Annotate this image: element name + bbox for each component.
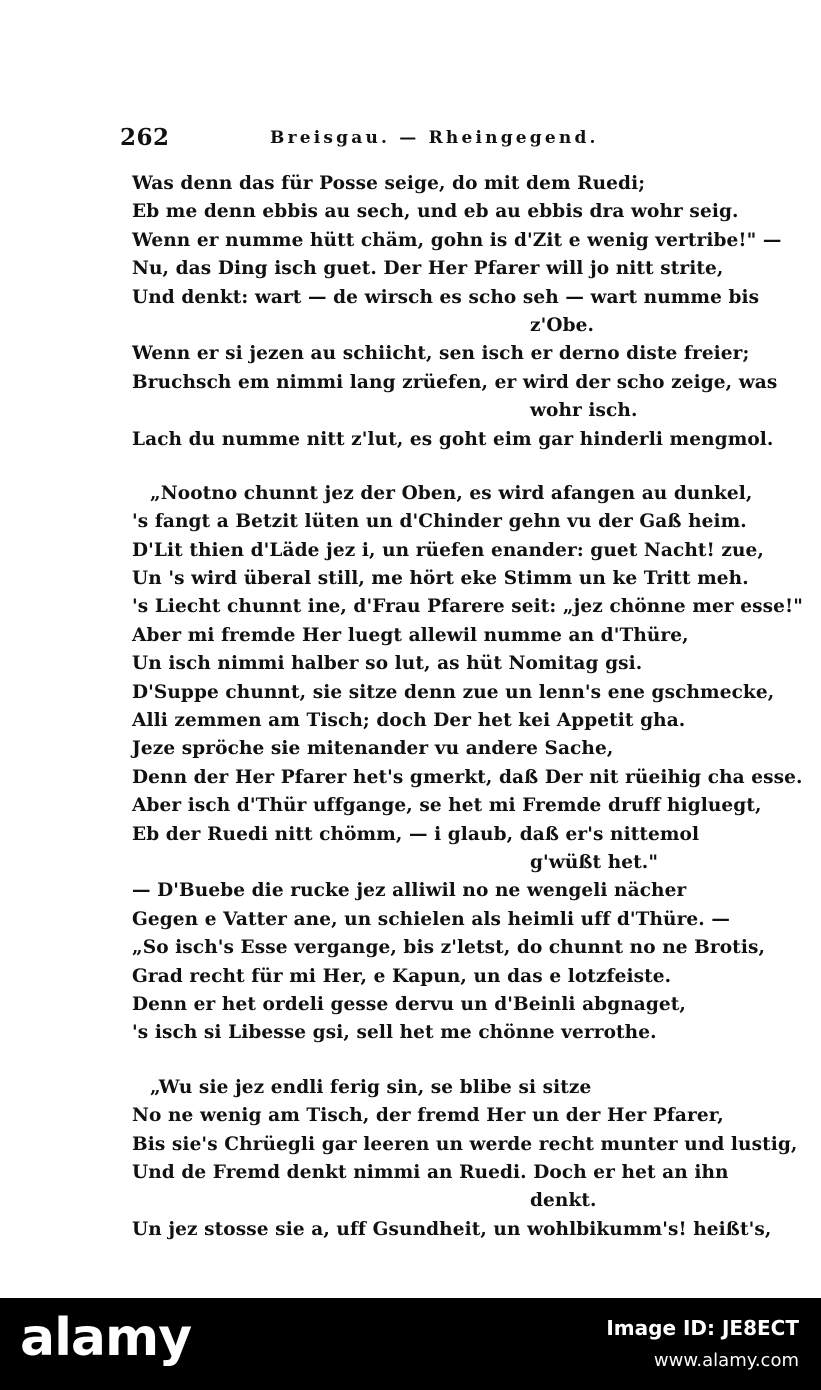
poem-line: Bis sie's Chrüegli gar leeren un werde recht munter und lustig,	[132, 1133, 798, 1155]
poem-line: Aber isch d'Thür uffgange, se het mi Fremde druff higluegt,	[132, 795, 762, 817]
poem-line: Denn er het ordeli gesse dervu un d'Beinli abgnaget,	[132, 993, 686, 1015]
poem-line: „So isch's Esse vergange, bis z'letst, do chunnt no ne Brotis,	[132, 937, 766, 959]
poem-line: Und denkt: wart — de wirsch es scho seh — wart numme bis	[132, 286, 760, 308]
poem-line: — D'Buebe die rucke jez alliwil no ne wengeli nächer	[132, 880, 687, 902]
poem-line: Lach du numme nitt z'lut, es goht eim gar hinderli mengmol.	[132, 428, 774, 450]
poem-line: Un jez stosse sie a, uff Gsundheit, un wohlbikumm's! heißt's,	[132, 1218, 772, 1240]
poem-line: Und de Fremd denkt nimmi an Ruedi. Doch er het an ihn	[132, 1161, 729, 1183]
image-id-label: Image ID: JE8ECT	[606, 1316, 799, 1340]
running-head: Breisgau. — Rheingegend.	[270, 128, 599, 148]
footer-url: www.alamy.com	[653, 1350, 799, 1371]
poem-line: Wenn er numme hütt chäm, gohn is d'Zit e wenig vertribe!" —	[132, 229, 782, 251]
poem-line: No ne wenig am Tisch, der fremd Her un der Her Pfarer,	[132, 1105, 724, 1127]
poem-line: Un isch nimmi halber so lut, as hüt Nomitag gsi.	[132, 653, 643, 675]
poem-line: Eb der Ruedi nitt chömm, — i glaub, daß er's nittemol	[132, 823, 700, 845]
poem-line: Jeze spröche sie mitenander vu andere Sache,	[132, 738, 614, 760]
watermark-footer	[0, 1298, 821, 1390]
poem-line: 's isch si Libesse gsi, sell het me chönne verrothe.	[132, 1022, 657, 1044]
stanza-gap	[132, 1048, 732, 1074]
poem-text	[132, 170, 803, 1244]
poem-line: Nu, das Ding isch guet. Der Her Pfarer will jo nitt strite,	[132, 258, 724, 280]
poem-line: „Wu sie jez endli ferig sin, se blibe si sitze	[150, 1076, 592, 1098]
poem-line-continuation: denkt.	[530, 1190, 597, 1212]
poem-line: D'Suppe chunnt, sie sitze denn zue un lenn's ene gschmecke,	[132, 681, 775, 703]
poem-line: Gegen e Vatter ane, un schielen als heimli uff d'Thüre. —	[132, 908, 730, 930]
poem-line-continuation: g'wüßt het."	[530, 851, 659, 873]
poem-line: Denn der Her Pfarer het's gmerkt, daß Der nit rüeihig cha esse.	[132, 766, 803, 788]
page-header	[120, 120, 720, 154]
poem-line: Was denn das für Posse seige, do mit dem Ruedi;	[132, 173, 646, 194]
stanza-gap	[132, 454, 732, 480]
poem-line: Alli zemmen am Tisch; doch Der het kei Appetit gha.	[132, 710, 686, 732]
alamy-logo: alamy	[20, 1308, 192, 1368]
poem-line: D'Lit thien d'Läde jez i, un rüefen enander: guet Nacht! zue,	[132, 539, 764, 561]
poem-line: Bruchsch em nimmi lang zrüefen, er wird der scho zeige, was	[132, 371, 778, 393]
poem-line: Wenn er si jezen au schiicht, sen isch er derno diste freier;	[132, 343, 750, 365]
poem-line-continuation: wohr isch.	[530, 400, 638, 422]
poem-line: 's Liecht chunnt ine, d'Frau Pfarere seit: „jez chönne mer esse!"	[132, 596, 803, 618]
poem-line: Eb me denn ebbis au sech, und eb au ebbis dra wohr seig.	[132, 201, 739, 223]
poem-line: Grad recht für mi Her, e Kapun, un das e lotzfeiste.	[132, 965, 672, 987]
poem-line-continuation: z'Obe.	[530, 314, 595, 336]
poem-line: 's fangt a Betzit lüten un d'Chinder gehn vu der Gaß heim.	[132, 511, 747, 533]
poem-line: „Nootno chunnt jez der Oben, es wird afangen au dunkel,	[150, 482, 753, 504]
page-number: 262	[120, 124, 170, 151]
poem-line: Un 's wird überal still, me hört eke Stimm un ke Tritt meh.	[132, 568, 749, 590]
poem-line: Aber mi fremde Her luegt allewil numme an d'Thüre,	[132, 624, 689, 646]
